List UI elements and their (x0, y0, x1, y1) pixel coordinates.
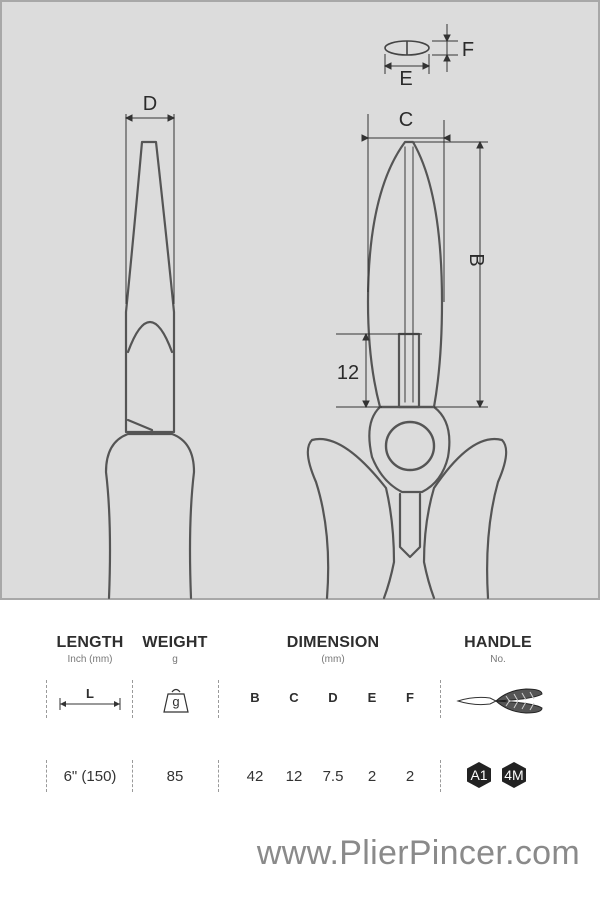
weight-symbol: g (172, 694, 180, 709)
weight-value: 85 (166, 768, 184, 785)
length-symbol: L (86, 686, 94, 701)
dimension-value-F: 2 (405, 768, 415, 785)
handle-badge-4M: 4M (501, 762, 527, 788)
divider (218, 760, 219, 792)
divider (132, 680, 133, 718)
dimension-title: DIMENSION (286, 634, 380, 651)
dim-label-12: 12 (336, 362, 360, 384)
dimension-letter-C: C (289, 690, 299, 705)
dim-label-D: D (142, 93, 158, 115)
side-view-jaw-inner (128, 322, 172, 352)
dim-label-F: F (461, 39, 475, 61)
dimension-letter-D: D (328, 690, 338, 705)
weight-title: WEIGHT (142, 634, 208, 651)
plier-handle-icon (456, 686, 544, 716)
dimension-value-B: 42 (246, 768, 264, 785)
dim-label-C: C (398, 109, 414, 131)
side-view-handle (106, 434, 194, 598)
dimension-unit: (mm) (321, 654, 345, 665)
dimension-value-D: 7.5 (322, 768, 344, 785)
dimension-value-E: 2 (367, 768, 377, 785)
weight-header (130, 634, 220, 665)
front-view-right-handle (424, 439, 506, 598)
dimension-letter-F: F (406, 690, 414, 705)
dimension-header (250, 634, 416, 665)
pivot-screw (386, 422, 434, 470)
dim-label-B: B (465, 253, 487, 267)
handle-title: HANDLE (464, 634, 532, 651)
website-url: www.PlierPincer.com (256, 834, 580, 872)
front-view-spring (400, 494, 420, 557)
handle-unit: No. (490, 654, 506, 665)
divider (132, 760, 133, 792)
dimension-letter-E: E (367, 690, 377, 705)
length-title: LENGTH (56, 634, 124, 651)
handle-badge-A1: A1 (466, 762, 492, 788)
dimension-letter-B: B (250, 690, 260, 705)
divider (218, 680, 219, 718)
divider (440, 760, 441, 792)
front-view-pivot (369, 407, 449, 492)
divider (46, 760, 47, 792)
front-view-serration (405, 147, 413, 402)
front-view-slot (399, 334, 419, 407)
length-unit: Inch (mm) (67, 654, 113, 665)
handle-header (446, 634, 550, 665)
dim-label-E: E (399, 68, 413, 90)
side-view-jaw (126, 142, 174, 432)
length-header (40, 634, 140, 665)
length-value: 6" (150) (63, 768, 117, 785)
front-view-left-handle (308, 439, 394, 598)
plier-drawing (2, 2, 600, 602)
weight-unit: g (172, 654, 178, 665)
dimension-value-C: 12 (285, 768, 303, 785)
divider (46, 680, 47, 718)
divider (440, 680, 441, 718)
